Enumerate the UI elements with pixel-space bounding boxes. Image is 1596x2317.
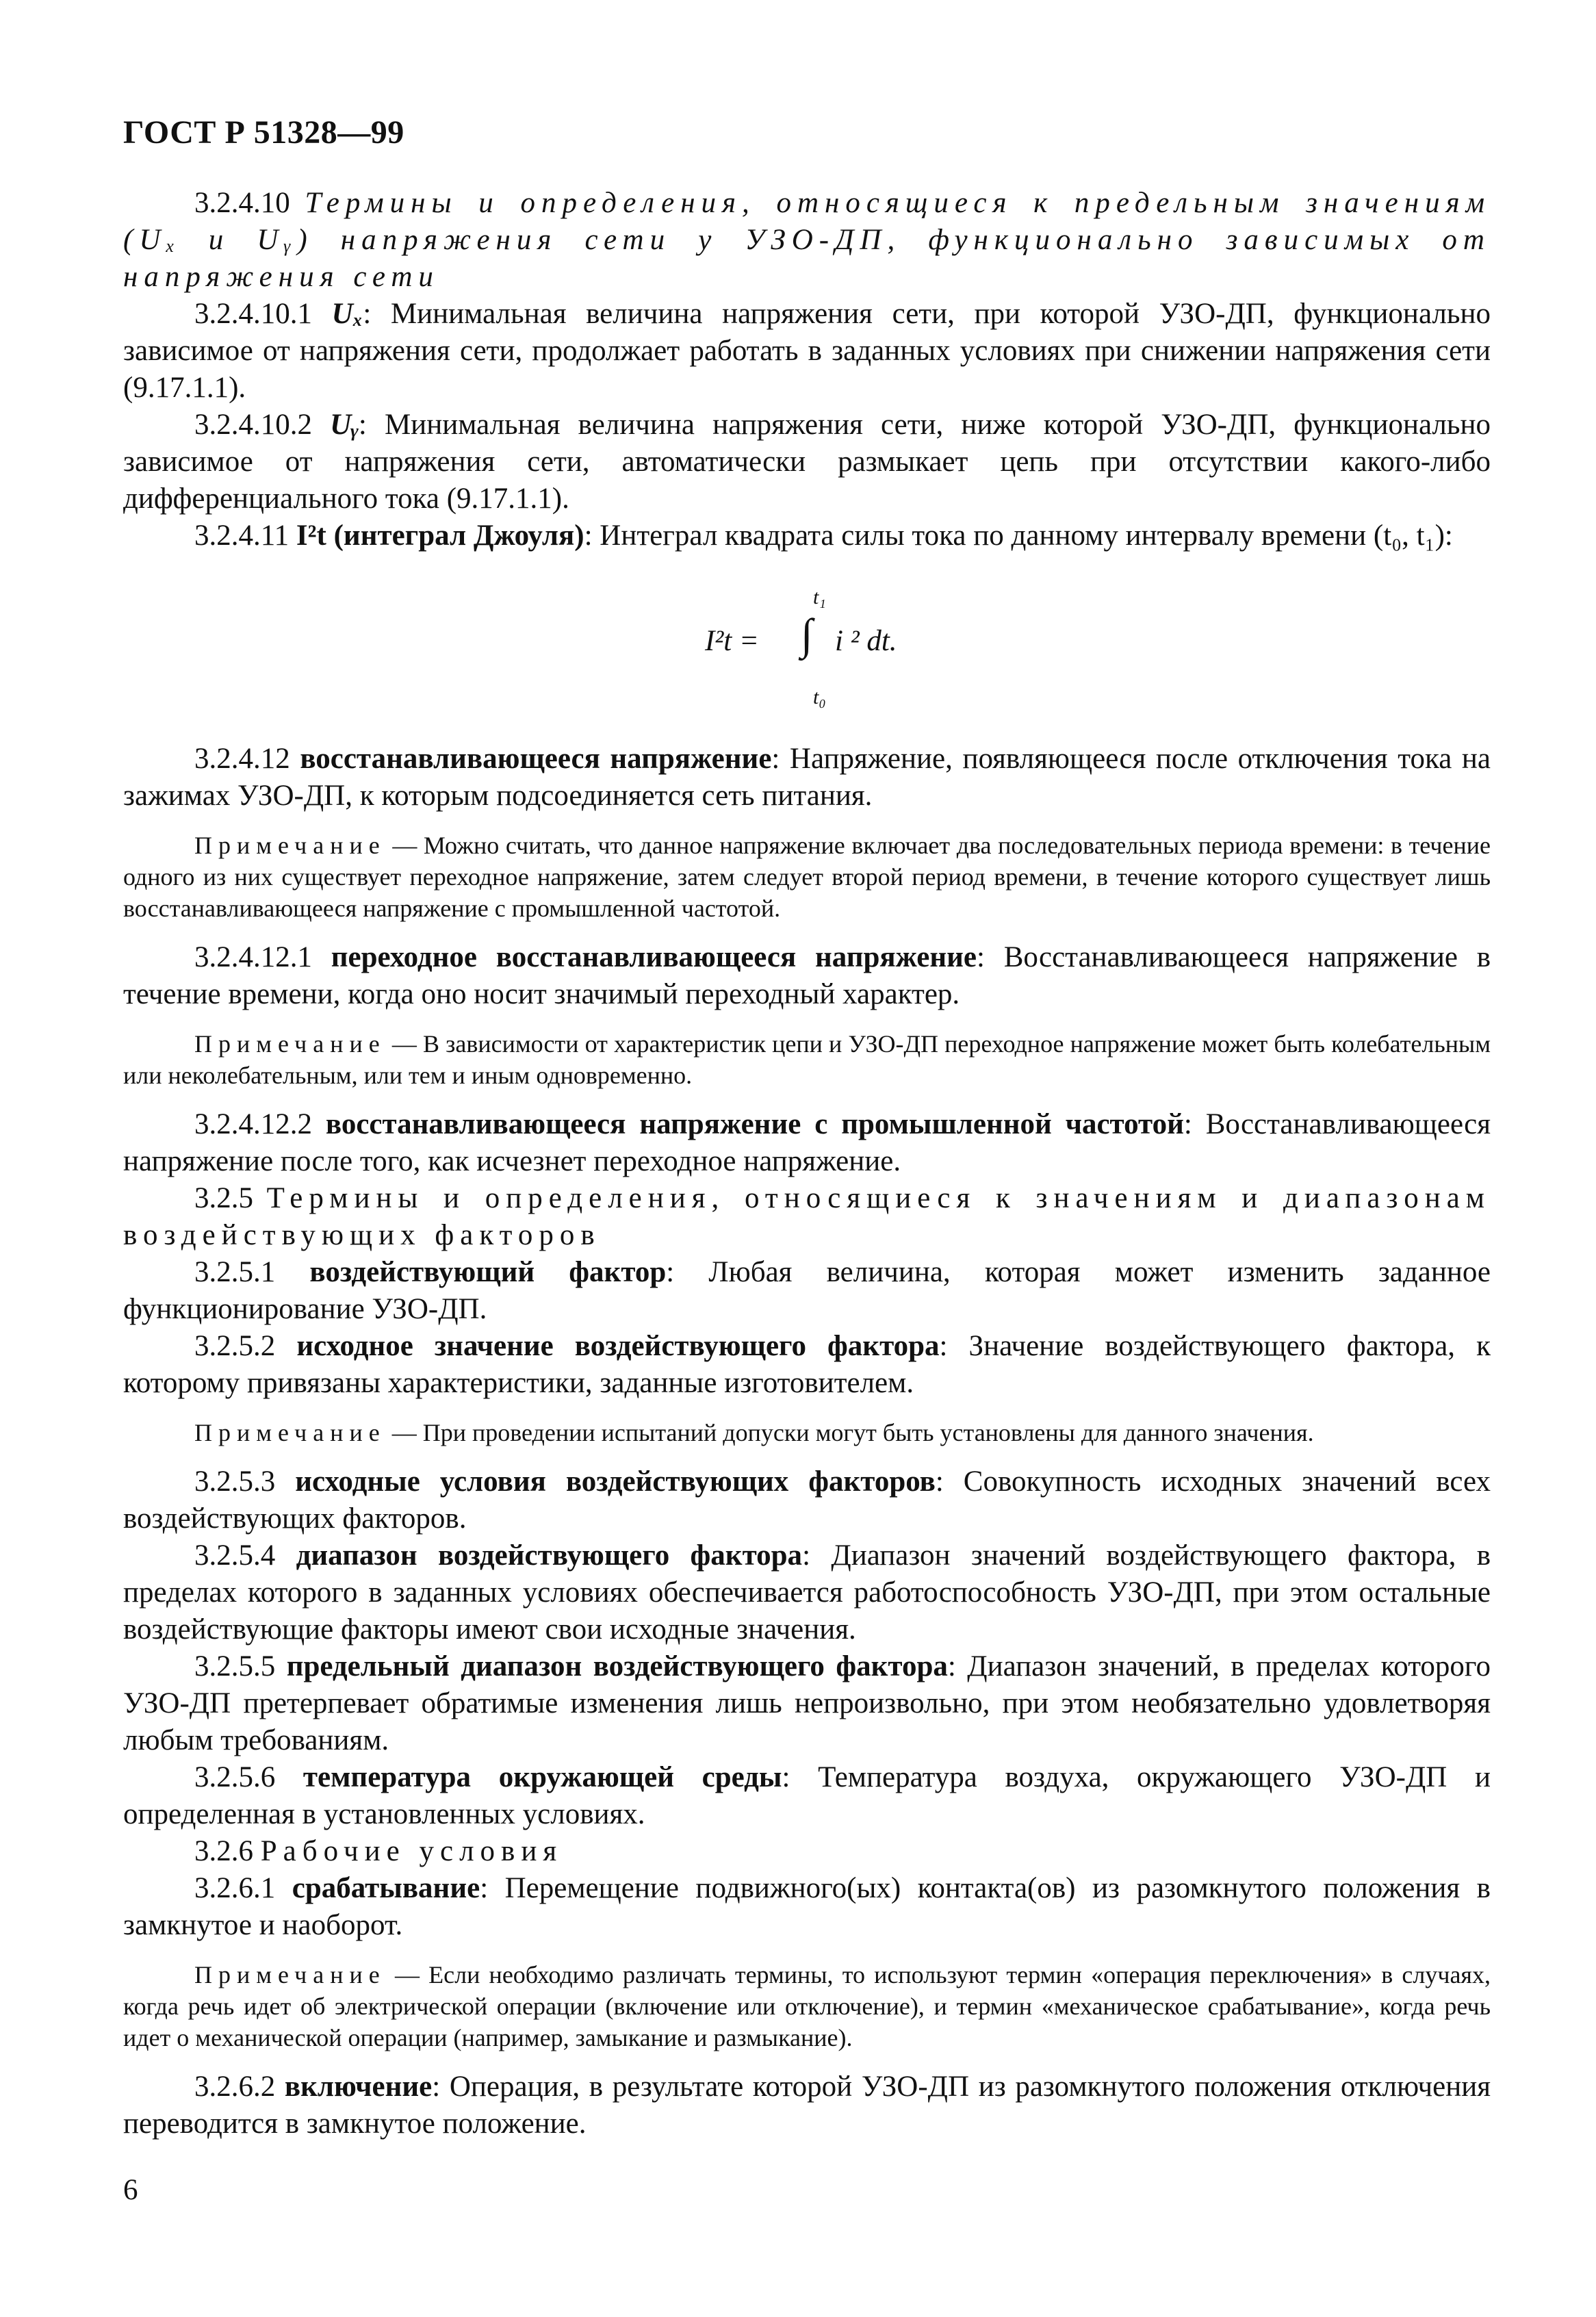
formula-lhs: I²t = bbox=[705, 625, 759, 657]
clause-3-2-5-3 bbox=[123, 1463, 1491, 1537]
note-text: — Можно считать, что данное напряжение включает два последовательных периода времени: в течение одного из них существует переходное напряжение, затем следует второй период времени, в течение которого существует лишь восстанавливающееся напряжение с промышленной частотой. bbox=[123, 832, 1491, 922]
term: срабатывание bbox=[292, 1872, 480, 1904]
note bbox=[123, 1028, 1491, 1091]
clause-number: 3.2.6.1 bbox=[194, 1872, 292, 1904]
section-3-2-5 bbox=[123, 1180, 1491, 1254]
formula-lower-limit: t₀ bbox=[813, 686, 826, 708]
note-label: Примечание bbox=[194, 1961, 386, 1988]
definition: : Любая величина, которая может изменить заданное функционирование УЗО-ДП. bbox=[123, 1256, 1491, 1325]
clause-number: 3.2.4.12.2 bbox=[194, 1108, 326, 1140]
definition: : Восстанавливающееся напряжение после того, как исчезнет переходное напряжение. bbox=[123, 1108, 1491, 1177]
clause-number: 3.2.6 bbox=[194, 1835, 261, 1867]
clause-3-2-4-10-2 bbox=[123, 407, 1491, 517]
clause-3-2-4-12-2 bbox=[123, 1106, 1491, 1180]
clause-number: 3.2.5.1 bbox=[194, 1256, 310, 1288]
definition: : Минимальная величина напряжения сети, ниже которой УЗО-ДП, функционально зависимое от напряжения сети, автоматически размыкает цепь при отсутствии какого-либо дифференциального тока (9.17.1.1). bbox=[123, 409, 1491, 515]
clause-3-2-4-12-1 bbox=[123, 939, 1491, 1013]
term: восстанавливающееся напряжение с промышленной частотой bbox=[325, 1108, 1184, 1140]
section-3-2-6 bbox=[123, 1833, 1491, 1870]
definition: : Совокупность исходных значений всех воздействующих факторов. bbox=[123, 1465, 1491, 1535]
definition: : Диапазон значений, в пределах которого УЗО-ДП претерпевает обратимые изменения лишь непроизвольно, при этом необязательно удовлетворяя любым требованиям. bbox=[123, 1650, 1491, 1756]
term: Uᵧ bbox=[330, 409, 359, 441]
clause-number: 3.2.4.11 bbox=[194, 520, 296, 552]
clause-3-2-5-5 bbox=[123, 1648, 1491, 1759]
clause-3-2-5-2 bbox=[123, 1328, 1491, 1402]
term: диапазон воздействующего фактора bbox=[296, 1539, 803, 1572]
clause-3-2-5-1 bbox=[123, 1254, 1491, 1328]
integral-sign: ∫ bbox=[801, 610, 813, 658]
definition: : Операция, в результате которой УЗО-ДП из разомкнутого положения отключения переводится в замкнутое положение. bbox=[123, 2071, 1491, 2140]
term: переходное восстанавливающееся напряжение bbox=[331, 941, 977, 973]
document-body bbox=[123, 185, 1491, 2142]
note-text: — Если необходимо различать термины, то используют термин «операция переключения» в случаях, когда речь идет об электрической операции (включение или отключение), и термин «механическое срабатывание», когда речь идет о механической операции (например, замыкание и размыкание). bbox=[123, 1961, 1491, 2051]
clause-number: 3.2.4.10 bbox=[194, 187, 305, 219]
definition: : Восстанавливающееся напряжение в течение времени, когда оно носит значимый переходный характер. bbox=[123, 941, 1491, 1010]
clause-3-2-6-2 bbox=[123, 2069, 1491, 2142]
clause-number: 3.2.4.12 bbox=[194, 743, 300, 775]
clause-number: 3.2.5 bbox=[194, 1182, 267, 1214]
definition: : Диапазон значений воздействующего фактора, в пределах которого в заданных условиях обеспечивается работоспособность УЗО-ДП, при этом остальные воздействующие факторы имеют свои исходные значения. bbox=[123, 1539, 1491, 1646]
formula-rhs: i ² dt. bbox=[835, 625, 897, 657]
clause-3-2-4-11 bbox=[123, 517, 1491, 554]
term: исходные условия воздействующих факторов bbox=[295, 1465, 936, 1498]
document-header: ГОСТ Р 51328—99 bbox=[123, 114, 404, 151]
note bbox=[123, 830, 1491, 924]
note-label: Примечание bbox=[194, 832, 386, 859]
note-label: Примечание bbox=[194, 1030, 386, 1058]
definition: : Температура воздуха, окружающего УЗО-ДП и определенная в установленных условиях. bbox=[123, 1761, 1491, 1830]
clause-number: 3.2.5.3 bbox=[194, 1465, 296, 1498]
clause-number: 3.2.4.10.2 bbox=[194, 409, 331, 441]
clause-3-2-5-6 bbox=[123, 1759, 1491, 1833]
term: Uₓ bbox=[331, 298, 363, 330]
term: I²t (интеграл Джоуля) bbox=[296, 520, 584, 552]
definition: : Напряжение, появляющееся после отключения тока на зажимах УЗО-ДП, к которым подсоединяется сеть питания. bbox=[123, 743, 1491, 812]
clause-3-2-4-10-1 bbox=[123, 296, 1491, 407]
note-text: — При проведении испытаний допуски могут быть установлены для данного значения. bbox=[385, 1419, 1314, 1446]
term: восстанавливающееся напряжение bbox=[300, 743, 772, 775]
term: исходное значение воздействующего фактора bbox=[296, 1330, 940, 1362]
clause-number: 3.2.6.2 bbox=[194, 2071, 285, 2103]
section-heading: Рабочие условия bbox=[260, 1835, 563, 1867]
page-number: 6 bbox=[123, 2174, 138, 2206]
definition: : Минимальная величина напряжения сети, при которой УЗО-ДП, функционально зависимое от напряжения сети, продолжает работать в заданных условиях при снижении напряжения сети (9.17.1.1). bbox=[123, 298, 1491, 404]
note bbox=[123, 1417, 1491, 1448]
clause-number: 3.2.5.5 bbox=[194, 1650, 287, 1682]
term: предельный диапазон воздействующего фактора bbox=[286, 1650, 948, 1682]
clause-number: 3.2.5.2 bbox=[194, 1330, 297, 1362]
clause-number: 3.2.4.12.1 bbox=[194, 941, 331, 973]
formula-upper-limit: t₁ bbox=[813, 586, 826, 609]
note-text: — В зависимости от характеристик цепи и УЗО-ДП переходное напряжение может быть колебательным или неколебательным, или тем и иным одновременно. bbox=[123, 1030, 1491, 1089]
definition: : Перемещение подвижного(ых) контакта(ов) из разомкнутого положения в замкнутое и наоборот. bbox=[123, 1872, 1491, 1941]
joule-integral-formula bbox=[123, 563, 1491, 720]
section-3-2-4-10 bbox=[123, 185, 1491, 296]
clause-3-2-6-1 bbox=[123, 1870, 1491, 1944]
clause-number: 3.2.5.4 bbox=[194, 1539, 296, 1572]
clause-number: 3.2.4.10.1 bbox=[194, 298, 332, 330]
note-label: Примечание bbox=[194, 1419, 386, 1446]
clause-3-2-5-4 bbox=[123, 1537, 1491, 1648]
term: воздействующий фактор bbox=[309, 1256, 667, 1288]
note bbox=[123, 1959, 1491, 2053]
term: температура окружающей среды bbox=[303, 1761, 782, 1793]
definition: : Значение воздействующего фактора, к которому привязаны характеристики, заданные изготовителем. bbox=[123, 1330, 1491, 1399]
clause-number: 3.2.5.6 bbox=[194, 1761, 303, 1793]
clause-3-2-4-12 bbox=[123, 741, 1491, 815]
term: включение bbox=[284, 2071, 433, 2103]
section-heading: Термины и определения, относящиеся к значениям и диапазонам воздействующих факторов bbox=[123, 1182, 1491, 1251]
section-heading: Термины и определения, относящиеся к предельным значениям (Uₓ и Uᵧ) напряжения сети у УЗО-ДП, функционально зависимых от напряжения сети bbox=[123, 187, 1491, 293]
definition: : Интеграл квадрата силы тока по данному интервалу времени (t₀, t₁): bbox=[584, 520, 1453, 552]
